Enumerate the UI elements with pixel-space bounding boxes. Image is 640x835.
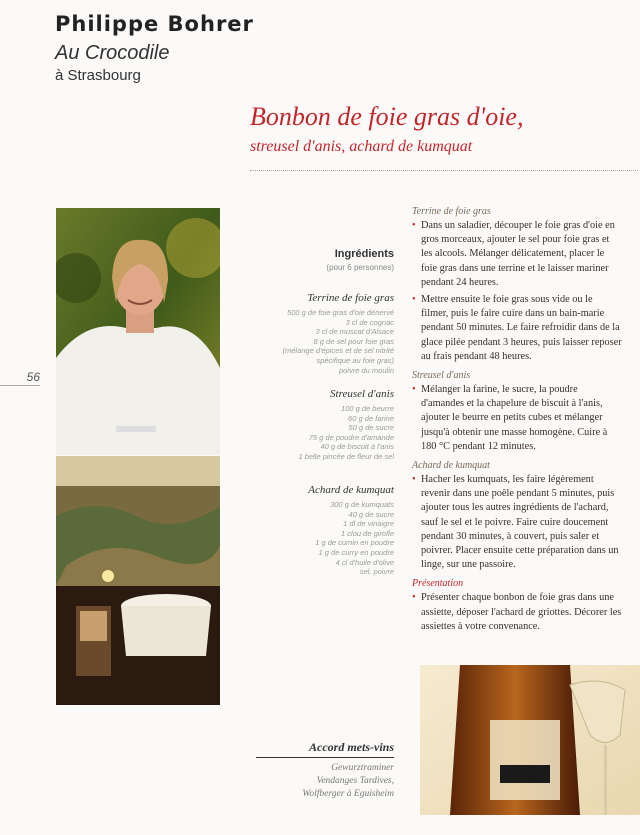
ingredient-item: 4 cl d'huile d'olive xyxy=(335,557,394,567)
ingredient-item: 40 g de biscuit à l'anis xyxy=(320,442,394,452)
ingredient-item: 75 g de poudre d'amande xyxy=(308,432,394,442)
step-item: • Mettre ensuite le foie gras sous vide ou le filmer, puis le faire cuire dans un bain-marie pendant 50 minutes. Le faire refroidir dans de la glace pilée pendant 3 heures, puis laisser reposer au frais pendant 48 heures. xyxy=(412,293,622,364)
ingredient-section-title: Streusel d'anis xyxy=(330,388,394,400)
wine-bottle-photo xyxy=(420,665,640,815)
ingredient-item: 3 cl de muscat d'Alsace xyxy=(315,327,394,337)
step-section-title: Terrine de foie gras xyxy=(412,206,491,217)
ingredient-section-title: Achard de kumquat xyxy=(308,484,394,496)
ingredient-item: 1 g de curry en poudre xyxy=(318,547,394,557)
ingredient-item: 8 g de sel pour foie gras xyxy=(313,336,394,346)
step-section-title: Présentation xyxy=(412,578,464,590)
ingredient-item: 1 dl de vinaigre xyxy=(343,519,394,529)
ingredient-item: 50 g de sucre xyxy=(348,423,394,433)
wine-line: Gewurztraminer xyxy=(331,763,394,773)
ingredient-item: poivre du moulin xyxy=(338,365,394,375)
method-column xyxy=(412,206,622,637)
ingredient-list xyxy=(0,404,394,462)
wine-pairing-text xyxy=(256,762,394,801)
recipe-title: Bonbon de foie gras d'oie, xyxy=(250,102,524,131)
ingredient-item: 60 g de farine xyxy=(348,413,394,423)
ingredients-heading: Ingrédients xyxy=(334,248,394,260)
ingredient-item: 1 belle pincée de fleur de sel xyxy=(298,451,394,461)
ingredient-item: 1 clou de girofle xyxy=(341,528,394,538)
ingredient-section-title: Terrine de foie gras xyxy=(307,292,394,304)
restaurant-city: à Strasbourg xyxy=(55,67,141,84)
step-item: • Présenter chaque bonbon de foie gras dans une assiette, déposer l'achard de griottes. Décorer les assiettes à votre convenance. xyxy=(412,591,622,634)
ingredient-item: sel, poivre xyxy=(359,567,394,577)
recipe-subtitle: streusel d'anis, achard de kumquat xyxy=(250,138,473,155)
ingredient-item: 100 g de beurre xyxy=(341,404,394,413)
ingredients-servings: (pour 6 personnes) xyxy=(326,263,394,272)
chef-name: Philippe Bohrer xyxy=(55,12,254,36)
step-section-title: Achard de kumquat xyxy=(412,460,490,472)
wine-line: Vendanges Tardives, xyxy=(316,776,394,786)
ingredient-item: 1 g de cumin en poudre xyxy=(315,538,394,548)
ingredient-list xyxy=(0,500,394,577)
wine-pairing-heading: Accord mets-vins xyxy=(256,740,394,758)
restaurant-name: Au Crocodile xyxy=(55,42,170,64)
page-number: 56 xyxy=(0,370,40,386)
step-item: • Dans un saladier, découper le foie gras d'oie en gros morceaux, ajouter le sel pour foie gras et les alcools. Mélanger délicatement, placer le foie gras dans une terrine et le laisser mariner pendant 24 heures. xyxy=(412,219,622,290)
dining-room-photo xyxy=(56,456,220,705)
ingredient-item: 40 g de sucre xyxy=(348,509,394,519)
ingredient-item: (mélange d'épices et de sel nitrité xyxy=(282,346,394,356)
ingredient-item: 500 g de foie gras d'oie dénervé xyxy=(287,308,394,317)
wine-line: Wolfberger à Eguisheim xyxy=(302,789,394,799)
step-item: • Mélanger la farine, le sucre, la poudre d'amandes et la chapelure de biscuit à l'anis, ajouter le beurre en petits cubes et mélanger jusqu'à obtenir une masse homogène. Cuire à 180 °C pendant 12 minutes. xyxy=(412,383,622,454)
ingredient-item: spécifique au foie gras) xyxy=(316,355,394,365)
step-section-title: Streusel d'anis xyxy=(412,370,471,382)
divider xyxy=(250,170,638,171)
ingredient-list xyxy=(0,308,394,375)
ingredient-item: 300 g de kumquats xyxy=(330,500,394,509)
ingredient-item: 3 cl de cognac xyxy=(345,317,394,327)
step-item: • Hacher les kumquats, les faire légèrement revenir dans une poêle pendant 5 minutes, puis ajouter tous les autres ingrédients de l'achard, sauf le sel et le poivre. Faire cuire doucement pendant 30 minutes, à couvert, puis saler et poivrer. Placer ensuite cette préparation dans un linge, sur une passoire. xyxy=(412,473,622,572)
